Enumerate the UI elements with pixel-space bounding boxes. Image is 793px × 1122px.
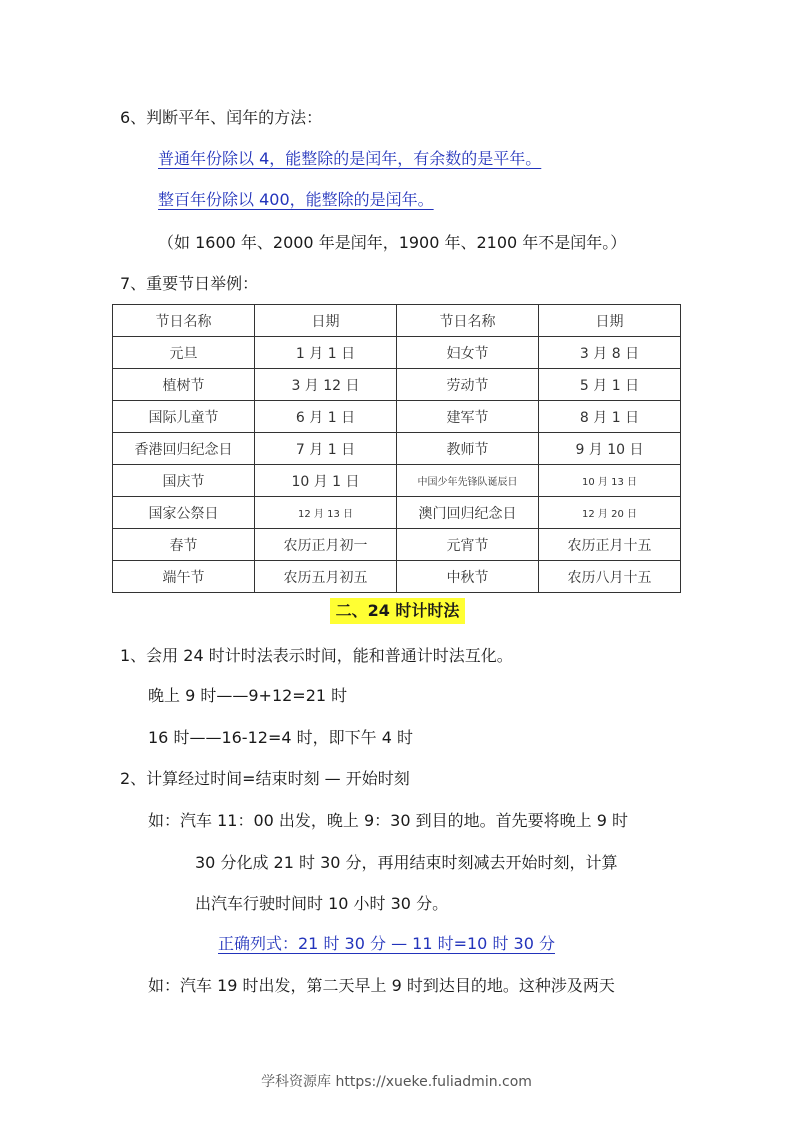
table-cell: 香港回归纪念日: [113, 433, 255, 465]
table-header-cell: 节日名称: [397, 305, 539, 337]
table-cell: 3 月 8 日: [539, 337, 681, 369]
table-cell: 12 月 13 日: [255, 497, 397, 529]
section7-title: 7、重要节日举例：: [120, 274, 259, 293]
table-cell: 劳动节: [397, 369, 539, 401]
table-row: [113, 465, 681, 497]
table-cell: 妇女节: [397, 337, 539, 369]
table-row: [113, 401, 681, 433]
table-cell: 国庆节: [113, 465, 255, 497]
example-1: 晚上 9 时——9+12=21 时: [148, 686, 348, 705]
table-cell: 教师节: [397, 433, 539, 465]
table-row: [113, 369, 681, 401]
table-cell: 农历正月十五: [539, 529, 681, 561]
table-cell: 国家公祭日: [113, 497, 255, 529]
table-cell: 春节: [113, 529, 255, 561]
table-cell: 6 月 1 日: [255, 401, 397, 433]
example-3-line-1: 如：汽车 11：00 出发，晚上 9：30 到目的地。首先要将晚上 9 时: [148, 811, 628, 830]
table-cell: 8 月 1 日: [539, 401, 681, 433]
table-header-cell: 日期: [539, 305, 681, 337]
table-cell: 9 月 10 日: [539, 433, 681, 465]
item1: 1、会用 24 时计时法表示时间，能和普通计时法互化。: [120, 646, 513, 665]
example-3-line-3: 出汽车行驶时间时 10 小时 30 分。: [195, 894, 449, 913]
table-header-row: [113, 305, 681, 337]
table-row: [113, 497, 681, 529]
example-3-line-2: 30 分化成 21 时 30 分，再用结束时刻减去开始时刻，计算: [195, 853, 618, 872]
table-row: [113, 337, 681, 369]
table-header-cell: 日期: [255, 305, 397, 337]
table-row: [113, 433, 681, 465]
table-cell: 7 月 1 日: [255, 433, 397, 465]
formula: 正确列式：21 时 30 分 — 11 时=10 时 30 分: [218, 934, 555, 953]
example-2: 16 时——16-12=4 时，即下午 4 时: [148, 728, 413, 747]
table-cell: 元宵节: [397, 529, 539, 561]
table-cell: 农历正月初一: [255, 529, 397, 561]
table-cell: 端午节: [113, 561, 255, 593]
table-cell: 12 月 20 日: [539, 497, 681, 529]
table-cell: 农历五月初五: [255, 561, 397, 593]
table-cell: 1 月 1 日: [255, 337, 397, 369]
section6-title: 6、判断平年、闰年的方法：: [120, 108, 323, 127]
leap-example: （如 1600 年、2000 年是闰年，1900 年、2100 年不是闰年。）: [158, 233, 627, 252]
part2-heading: 二、24 时计时法: [330, 598, 465, 624]
table-cell: 元旦: [113, 337, 255, 369]
table-cell: 澳门回归纪念日: [397, 497, 539, 529]
festival-table: [112, 304, 681, 593]
table-cell: 5 月 1 日: [539, 369, 681, 401]
table-row: [113, 529, 681, 561]
leap-rule-2: 整百年份除以 400，能整除的是闰年。: [158, 190, 434, 209]
table-cell: 10 月 1 日: [255, 465, 397, 497]
table-cell: 建军节: [397, 401, 539, 433]
item2: 2、计算经过时间=结束时刻 — 开始时刻: [120, 769, 410, 788]
table-row: [113, 561, 681, 593]
table-cell: 国际儿童节: [113, 401, 255, 433]
table-cell: 农历八月十五: [539, 561, 681, 593]
table-cell: 中秋节: [397, 561, 539, 593]
leap-rule-1: 普通年份除以 4，能整除的是闰年，有余数的是平年。: [158, 149, 542, 168]
footer: 学科资源库 https://xueke.fuliadmin.com: [261, 1074, 532, 1090]
table-cell: 中国少年先锋队诞辰日: [397, 465, 539, 497]
table-cell: 植树节: [113, 369, 255, 401]
table-cell: 10 月 13 日: [539, 465, 681, 497]
table-header-cell: 节日名称: [113, 305, 255, 337]
example-4-line-1: 如：汽车 19 时出发，第二天早上 9 时到达目的地。这种涉及两天: [148, 976, 615, 995]
table-cell: 3 月 12 日: [255, 369, 397, 401]
